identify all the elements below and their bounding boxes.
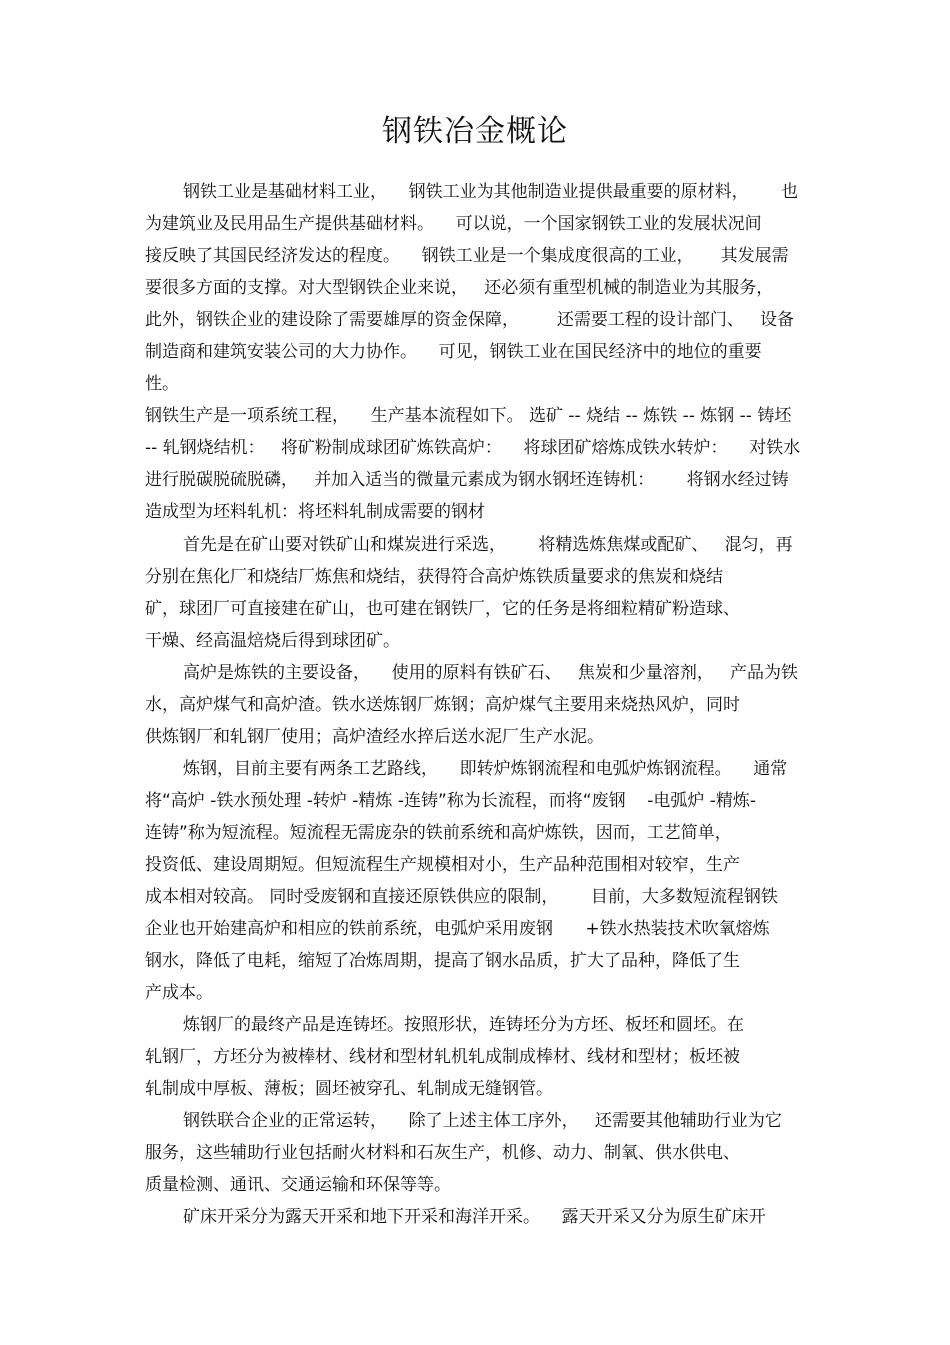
text-line: 质量检测、通讯、交通运输和环保等等。 (145, 1175, 451, 1195)
text-line: 钢铁工业是基础材料工业， 钢铁工业为其他制造业提供最重要的原材料， 也 (183, 182, 799, 202)
text-line: 为建筑业及民用品生产提供基础材料。 可以说，一个国家钢铁工业的发展状况间 (145, 214, 762, 234)
text-line: 轧制成中厚板、薄板；圆坯被穿孔、轧制成无缝钢管。 (145, 1079, 553, 1099)
text-line: 分别在焦化厂和烧结厂炼焦和烧结，获得符合高炉炼铁质量要求的焦炭和烧结 (145, 567, 723, 587)
text-line: 此外，钢铁企业的建设除了需要雄厚的资金保障， 还需要工程的设计部门、 设备 (145, 310, 795, 330)
text-line: 造成型为坯料轧机：将坯料轧制成需要的钢材 (145, 502, 485, 522)
text-line: 炼钢厂的最终产品是连铸坯。按照形状，连铸坯分为方坯、板坯和圆坯。在 (183, 1015, 744, 1035)
text-line: 服务，这些辅助行业包括耐火材料和石灰生产，机修、动力、制氧、供水供电、 (145, 1143, 740, 1163)
text-line: 进行脱碳脱硫脱磷， 并加入适当的微量元素成为钢水钢坯连铸机： 将钢水经过铸 (145, 470, 789, 490)
text-line: 矿，球团厂可直接建在矿山，也可建在钢铁厂，它的任务是将细粒精矿粉造球、 (145, 599, 740, 619)
text-line: 成本相对较高。 同时受废钢和直接还原铁供应的限制， 目前，大多数短流程钢铁 (145, 887, 778, 907)
text-line: 高炉是炼铁的主要设备， 使用的原料有铁矿石、 焦炭和少量溶剂， 产品为铁 (183, 663, 799, 683)
text-line: 供炼钢厂和轧钢厂使用；高炉渣经水捽后送水泥厂生产水泥。 (145, 727, 604, 747)
text-line: 产成本。 (145, 983, 213, 1003)
text-line: 投资低、建设周期短。但短流程生产规模相对小，生产品种范围相对较窄，生产 (145, 855, 740, 875)
text-line: 钢铁生产是一项系统工程， 生产基本流程如下。 选矿 -- 烧结 -- 炼铁 -- 炼钢 -- 铸坯 (145, 406, 792, 426)
text-line: 企业也开始建高炉和相应的铁前系统，电弧炉采用废钢 +铁水热装技术吹氧熔炼 (145, 919, 770, 939)
text-line: 接反映了其国民经济发达的程度。 钢铁工业是一个集成度很高的工业， 其发展需 (145, 246, 789, 266)
text-line: 性。 (145, 374, 179, 394)
text-line: 制造商和建筑安装公司的大力协作。 可见，钢铁工业在国民经济中的地位的重要 (145, 342, 762, 362)
text-line: 钢水，降低了电耗，缩短了冶炼周期，提高了钢水品质，扩大了品种，降低了生 (145, 951, 740, 971)
text-line: 干燥、经高温焙烧后得到球团矿。 (145, 631, 400, 651)
text-line: 轧钢厂，方坯分为被棒材、线材和型材轧机轧成制成棒材、线材和型材；板坯被 (145, 1047, 740, 1067)
text-line: 炼钢，目前主要有两条工艺路线， 即转炉炼钢流程和电弧炉炼钢流程。 通常 (183, 759, 788, 779)
text-line: 水，高炉煤气和高炉渣。铁水送炼钢厂炼钢；高炉煤气主要用来烧热风炉，同时 (145, 695, 740, 715)
text-line: 要很多方面的支撑。对大型钢铁企业来说， 还必须有重型机械的制造业为其服务， (145, 278, 774, 298)
text-line: 矿床开采分为露天开采和地下开采和海洋开采。 露天开采又分为原生矿床开 (183, 1207, 766, 1227)
text-line: -- 轧钢烧结机： 将矿粉制成球团矿炼铁高炉： 将球团矿熔炼成铁水转炉： 对铁水 (145, 438, 801, 458)
text-line: 钢铁联合企业的正常运转， 除了上述主体工序外， 还需要其他辅助行业为它 (183, 1111, 782, 1131)
document-title: 钢铁冶金概论 (382, 114, 568, 149)
text-line: 连铸”称为短流程。短流程无需庞杂的铁前系统和高炉炼铁，因而，工艺简单， (145, 823, 732, 843)
text-line: 将“高炉 -铁水预处理 -转炉 -精炼 -连铸”称为长流程，而将“废钢 -电弧炉 -精炼- (145, 791, 756, 811)
text-line: 首先是在矿山要对铁矿山和煤炭进行采选， 将精选炼焦煤或配矿、 混匀，再 (183, 535, 793, 555)
